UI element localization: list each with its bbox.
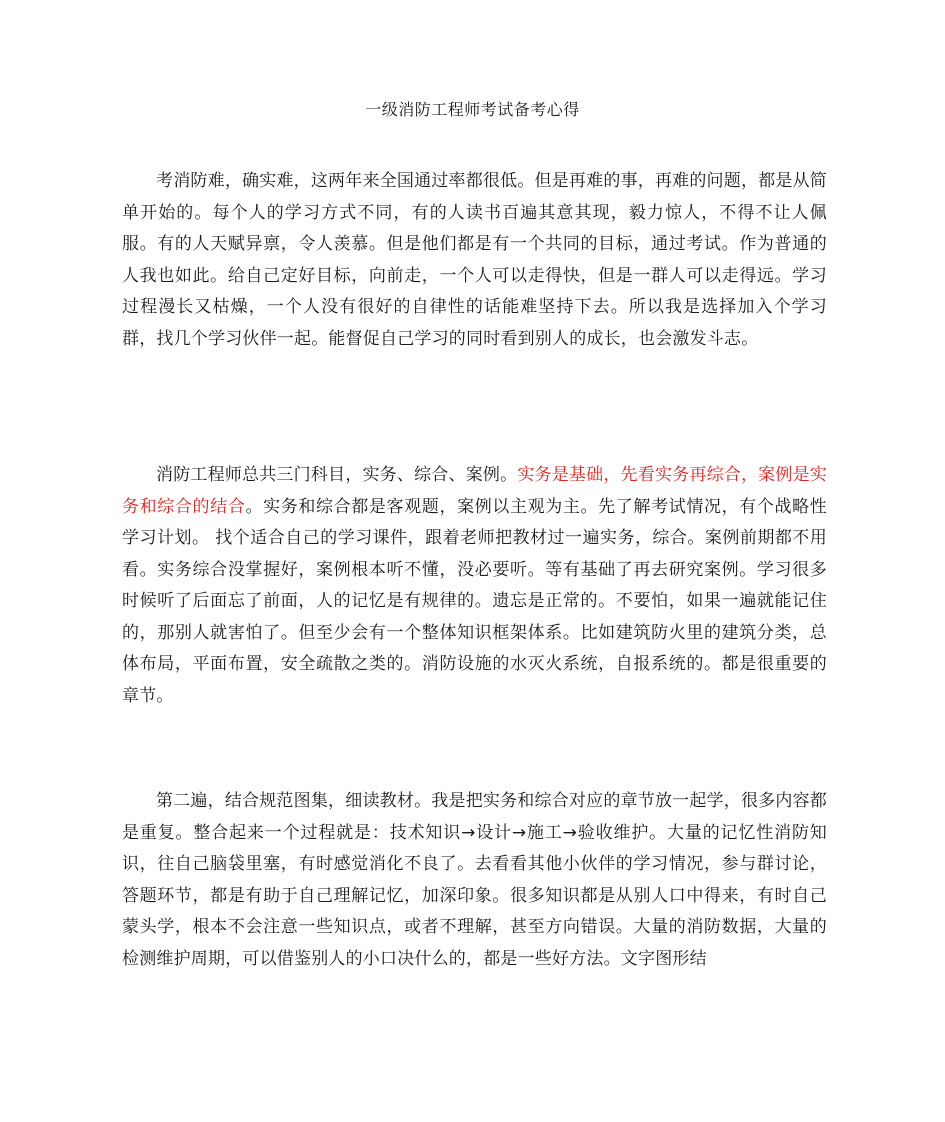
paragraph-2-body: 。实务和综合都是客观题，案例以主观为主。先了解考试情况，有个战略性学习计划。 找个适合自己的学习课件，跟着老师把教材过一遍实务，综合。案例前期都不用看。实务综合没掌握好，案例根本听不懂，没必要听。等有基础了再去研究案例。学习很多时候听了后面忘了前面，人的记忆是有规律的。遗忘是正常的。不要怕，如果一遍就能记住的，那别人就害怕了。但至少会有一个整体知识框架体系。比如建筑防火里的建筑分类，总体布局，平面布置，安全疏散之类的。消防设施的水灭火系统，自报系统的。都是很重要的章节。: [122, 496, 827, 706]
paragraph-1: 考消防难，确实难，这两年来全国通过率都很低。但是再难的事，再难的问题，都是从简单开始的。每个人的学习方式不同，有的人读书百遍其意其现，毅力惊人，不得不让人佩服。有的人天赋异禀，令人羡慕。但是他们都是有一个共同的目标，通过考试。作为普通的人我也如此。给自己定好目标，向前走，一个人可以走得快，但是一群人可以走得远。学习过程漫长又枯燥，一个人没有很好的自律性的话能难坚持下去。所以我是选择加入个学习群，找几个学习伙伴一起。能督促自己学习的同时看到别人的成长，也会激发斗志。: [122, 171, 827, 349]
document-title: 一级消防工程师考试备考心得: [365, 100, 580, 119]
paragraph-3: 第二遍，结合规范图集，细读教材。我是把实务和综合对应的章节放一起学，很多内容都是重复。整合起来一个过程就是：技术知识→设计→施工→验收维护。大量的记忆性消防知识，往自己脑袋里塞，有时感觉消化不良了。去看看其他小伙伴的学习情况，参与群讨论，答题环节，都是有助于自己理解记忆，加深印象。很多知识都是从别人口中得来，有时自己蒙头学，根本不会注意一些知识点，或者不理解，甚至方向错误。大量的消防数据，大量的检测维护周期，可以借鉴别人的小口决什么的，都是一些好方法。文字图形结: [122, 791, 827, 969]
paragraph-2-intro: 消防工程师总共三门科目，实务、综合、案例。: [156, 465, 518, 485]
paragraph-2: [122, 460, 827, 712]
highlighted-text: 实务是基础，先看实务再综合，案例是实务和综合的结合: [122, 465, 827, 517]
